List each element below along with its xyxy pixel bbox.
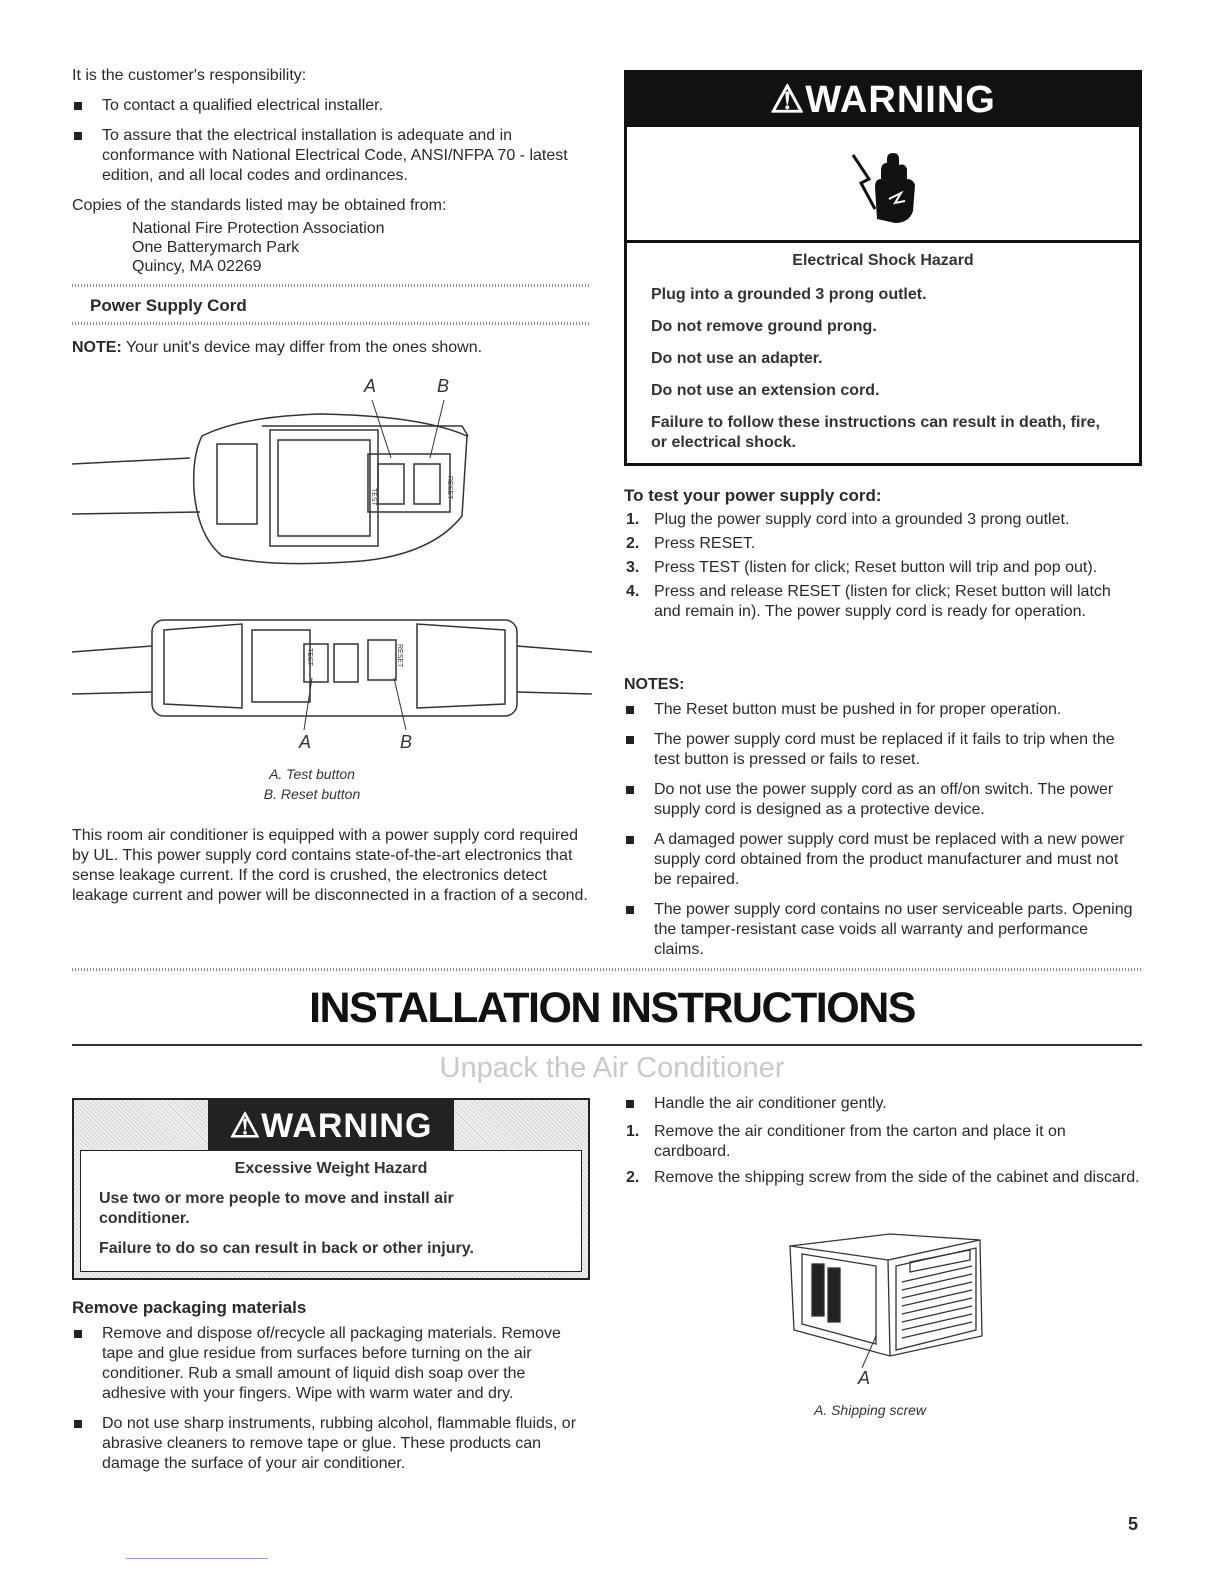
list-item: To assure that the electrical installation is adequate and in conformance with National Electrical Code, ANSI/NFPA 70 - latest edition, and all local codes and ordinances. xyxy=(72,126,572,186)
packaging-title: Remove packaging materials xyxy=(72,1298,307,1317)
warning-header xyxy=(208,1100,454,1150)
test-label-bottom: TEST xyxy=(306,648,313,666)
caption-line: A. Test button xyxy=(269,766,355,782)
hazard-title: Excessive Weight Hazard xyxy=(234,1160,428,1177)
note-text: Your unit's device may differ from the ones shown. xyxy=(121,339,483,356)
step-number: 1. xyxy=(626,511,640,528)
warning-line: Do not use an extension cord. xyxy=(651,382,880,399)
figure-caption xyxy=(222,764,402,804)
fig-label-a-bottom: A xyxy=(299,732,312,752)
warning-header-label: WARNING xyxy=(805,79,996,121)
reset-label-bottom: RESET xyxy=(396,644,403,668)
note xyxy=(72,338,592,358)
list-item: Do not use sharp instruments, rubbing alcohol, flammable fluids, or abrasive cleaners to remove tape or glue. These products can damage the surface of your air conditioner. xyxy=(72,1414,588,1474)
section-title: Power Supply Cord xyxy=(90,296,247,315)
step-number: 1. xyxy=(626,1123,640,1140)
warning-box-weight xyxy=(72,1098,590,1280)
cord-device-top-illustration xyxy=(72,396,592,576)
step-text: Press TEST (listen for click; Reset button will trip and pop out). xyxy=(654,559,1098,576)
hazard-title: Electrical Shock Hazard xyxy=(792,252,974,269)
step-text: Plug the power supply cord into a grounded 3 prong outlet. xyxy=(654,511,1070,528)
fig-label-a-ac: A xyxy=(858,1368,871,1388)
packaging-list xyxy=(72,1324,588,1484)
installation-title: INSTALLATION INSTRUCTIONS xyxy=(309,984,915,1032)
warning-line: Do not use an adapter. xyxy=(651,350,823,367)
address-line: Quincy, MA 02269 xyxy=(132,258,262,275)
unpack-bullet xyxy=(624,1094,1140,1124)
shock-icon-area xyxy=(627,127,1139,243)
list-item: The power supply cord must be replaced if it fails to trip when the test button is pressed or fails to reset. xyxy=(624,730,1140,770)
divider xyxy=(72,284,590,287)
divider xyxy=(72,322,590,325)
divider xyxy=(72,1044,1142,1046)
warning-triangle-icon: ⚠ xyxy=(229,1107,262,1145)
caption-line: B. Reset button xyxy=(263,786,361,802)
step-text: Press and release RESET (listen for click; Reset button will latch and remain in). The power supply cord is ready for operation. xyxy=(654,583,1111,620)
list-item xyxy=(624,510,1140,530)
list-item: A damaged power supply cord must be replaced with a new power supply cord obtained from the product manufacturer and must not be repaired. xyxy=(624,830,1140,890)
step-text: Press RESET. xyxy=(654,535,756,552)
copies-text: Copies of the standards listed may be obtained from: xyxy=(72,197,447,214)
step-number: 3. xyxy=(626,559,640,576)
page-number: 5 xyxy=(1128,1514,1139,1534)
warning-line: Do not remove ground prong. xyxy=(651,318,877,335)
unpack-subtitle: Unpack the Air Conditioner xyxy=(439,1052,785,1084)
warning-body xyxy=(80,1150,582,1272)
list-item: The power supply cord contains no user serviceable parts. Opening the tamper-resistant case voids all warranty and performance claims. xyxy=(624,900,1140,960)
responsibility-list xyxy=(72,96,572,196)
warning-body xyxy=(627,243,1139,453)
responsibility-intro: It is the customer's responsibility: xyxy=(72,67,307,84)
warning-header xyxy=(627,73,1139,127)
list-item: To contact a qualified electrical installer. xyxy=(72,96,572,116)
step-number: 4. xyxy=(626,583,640,600)
step-number: 2. xyxy=(626,1169,640,1186)
warning-header-label: WARNING xyxy=(261,1107,433,1145)
divider xyxy=(72,968,1142,971)
address-line: One Batterymarch Park xyxy=(132,239,300,256)
warning-line: Use two or more people to move and install air conditioner. xyxy=(99,1190,454,1227)
cord-description: This room air conditioner is equipped with a power supply cord required by UL. This power supply cord contains state-of-the-art electronics that sense leakage current. If the cord is crushed, the electronics detect leakage current and power will be disconnected in a fraction of a second. xyxy=(72,827,588,904)
cord-device-bottom-illustration xyxy=(72,600,592,730)
list-item: Handle the air conditioner gently. xyxy=(624,1094,1140,1114)
fig-label-b-bottom: B xyxy=(400,732,413,752)
warning-box-shock xyxy=(624,70,1142,466)
list-item xyxy=(624,534,1140,554)
notes-list xyxy=(624,700,1140,970)
reset-label: RESET xyxy=(446,476,453,500)
warning-line: Failure to follow these instructions can result in death, fire, or electrical shock. xyxy=(651,414,1100,451)
test-steps xyxy=(624,510,1140,624)
warning-line: Plug into a grounded 3 prong outlet. xyxy=(651,286,927,303)
notes-title: NOTES: xyxy=(624,676,685,693)
air-conditioner-illustration xyxy=(780,1226,990,1376)
footer-rule xyxy=(126,1558,268,1559)
note-label: NOTE: xyxy=(72,339,122,356)
shipping-screw-caption: A. Shipping screw xyxy=(813,1402,927,1418)
list-item: The Reset button must be pushed in for proper operation. xyxy=(624,700,1140,720)
test-label: TEST xyxy=(370,488,377,506)
list-item xyxy=(624,1168,1140,1188)
fig-label-a: A xyxy=(364,376,377,396)
test-section-title: To test your power supply cord: xyxy=(624,486,882,505)
fig-label-b: B xyxy=(437,376,450,396)
list-item xyxy=(624,582,1140,622)
step-text: Remove the air conditioner from the carton and place it on cardboard. xyxy=(654,1123,1066,1160)
warning-triangle-icon: ⚠ xyxy=(770,79,806,121)
address-line: National Fire Protection Association xyxy=(132,220,385,237)
electrical-shock-hand-icon xyxy=(851,149,921,225)
address-block xyxy=(132,219,552,276)
step-text: Remove the shipping screw from the side of the cabinet and discard. xyxy=(654,1169,1140,1186)
list-item xyxy=(624,1122,1140,1162)
list-item: Do not use the power supply cord as an off/on switch. The power supply cord is designed as a protective device. xyxy=(624,780,1140,820)
list-item: Remove and dispose of/recycle all packaging materials. Remove tape and glue residue from surfaces before turning on the air conditioner. Rub a small amount of liquid dish soap over the adhesive with your fingers. Wipe with warm water and dry. xyxy=(72,1324,588,1404)
step-number: 2. xyxy=(626,535,640,552)
list-item xyxy=(624,558,1140,578)
unpack-steps xyxy=(624,1122,1140,1190)
warning-line: Failure to do so can result in back or other injury. xyxy=(99,1240,474,1257)
